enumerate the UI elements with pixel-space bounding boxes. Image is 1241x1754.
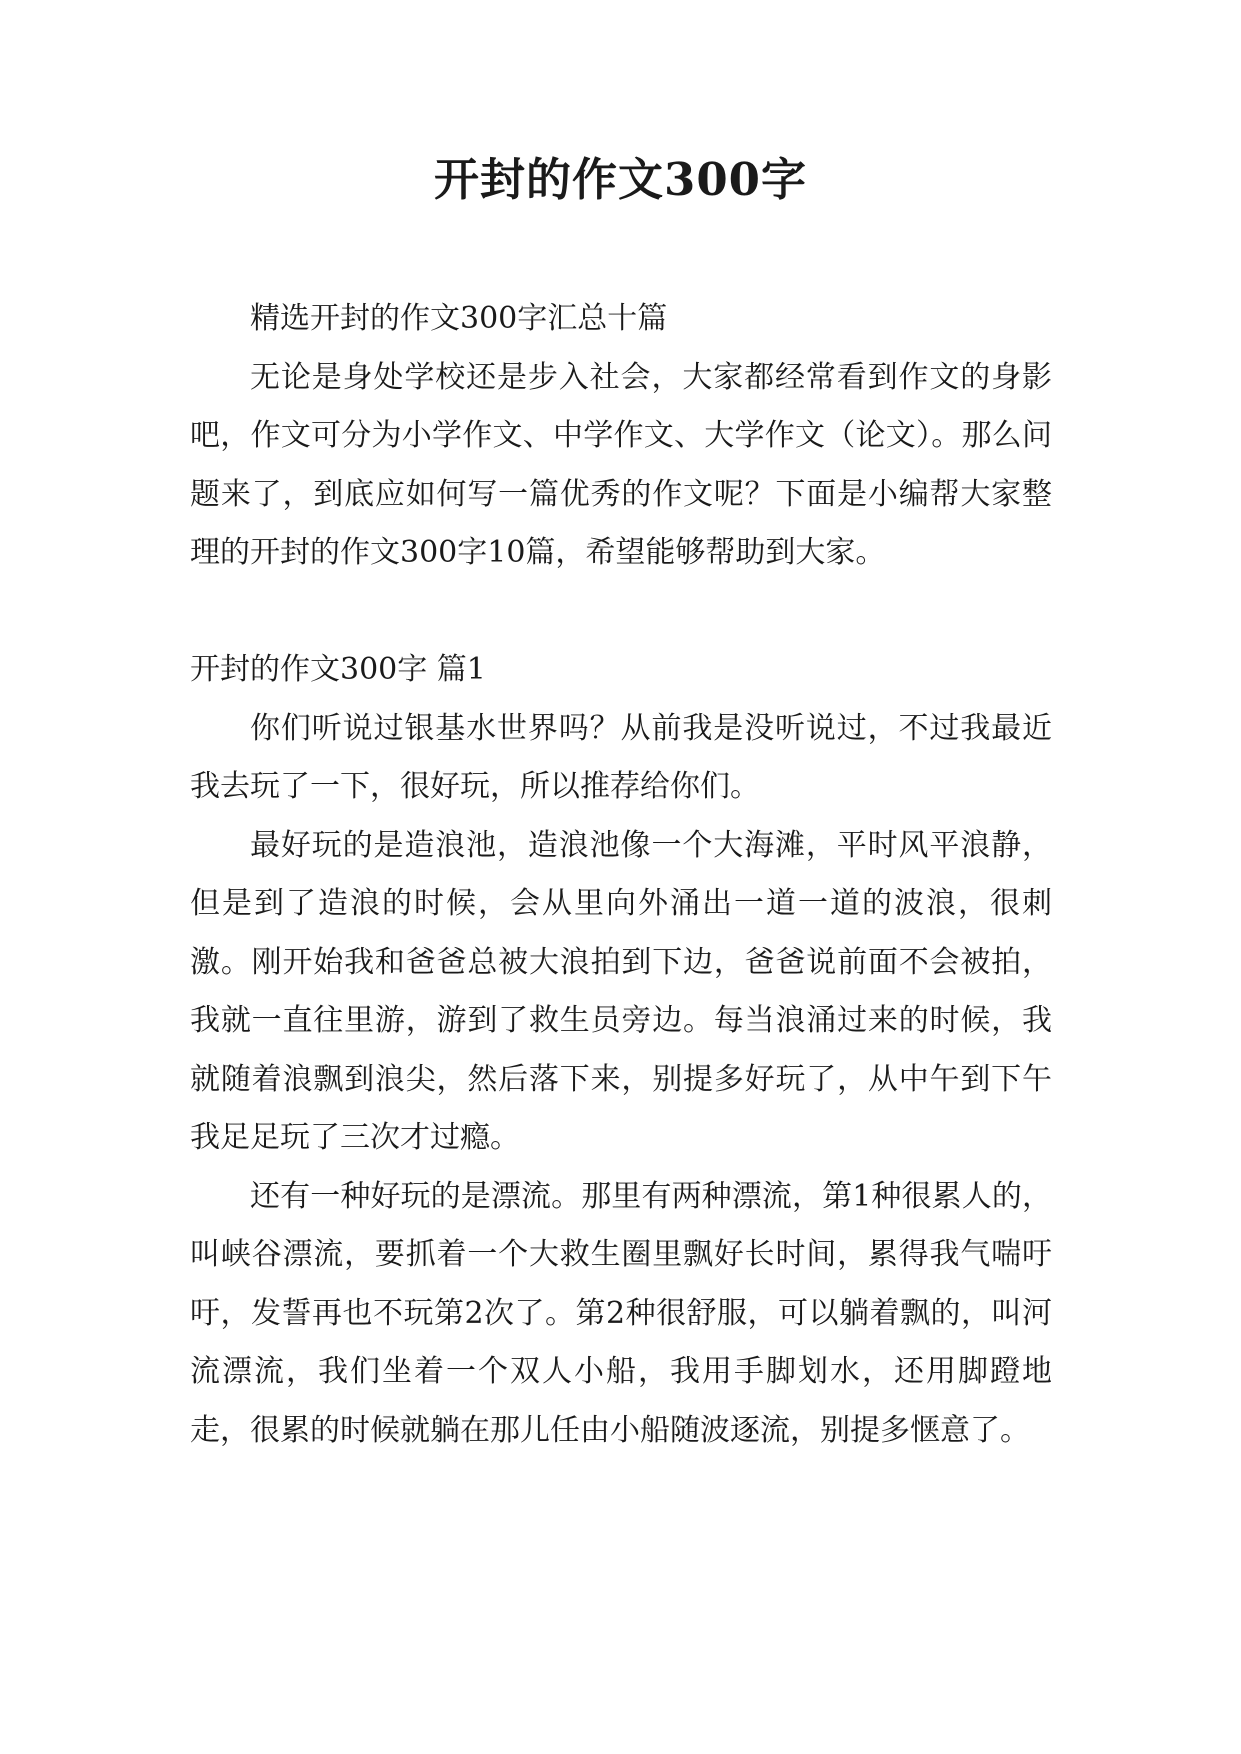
section-spacer [190, 583, 1052, 642]
document-subtitle: 精选开封的作文300字汇总十篇 [250, 301, 668, 336]
body-paragraph-1: 你们听说过银基水世界吗？从前我是没听说过，不过我最近我去玩了一下，很好玩，所以推荐给你们。 [190, 710, 1052, 804]
page-title: 开封的作文300字 [434, 153, 807, 206]
section-heading: 开封的作文300字 篇1 [190, 652, 486, 687]
body-paragraph-3: 还有一种好玩的是漂流。那里有两种漂流，第1种很累人的，叫峡谷漂流，要抓着一个大救生圈里飘好长时间，累得我气喘吁吁，发誓再也不玩第2次了。第2种很舒服，可以躺着飘的，叫河流漂流，我们坐着一个双人小船，我用手脚划水，还用脚蹬地走，很累的时候就躺在那儿任由小船随波逐流，别提多惬意了。 [190, 1178, 1052, 1448]
intro-paragraph: 无论是身处学校还是步入社会，大家都经常看到作文的身影吧，作文可分为小学作文、中学作文、大学作文（论文）。那么问题来了，到底应如何写一篇优秀的作文呢？下面是小编帮大家整理的开封的作文300字10篇，希望能够帮助到大家。 [190, 359, 1052, 570]
document-body [190, 290, 1052, 1460]
body-paragraph-2: 最好玩的是造浪池，造浪池像一个大海滩，平时风平浪静，但是到了造浪的时候，会从里向外涌出一道一道的波浪，很刺激。刚开始我和爸爸总被大浪拍到下边，爸爸说前面不会被拍，我就一直往里游，游到了救生员旁边。每当浪涌过来的时候，我就随着浪飘到浪尖，然后落下来，别提多好玩了，从中午到下午我足足玩了三次才过瘾。 [190, 827, 1052, 1155]
